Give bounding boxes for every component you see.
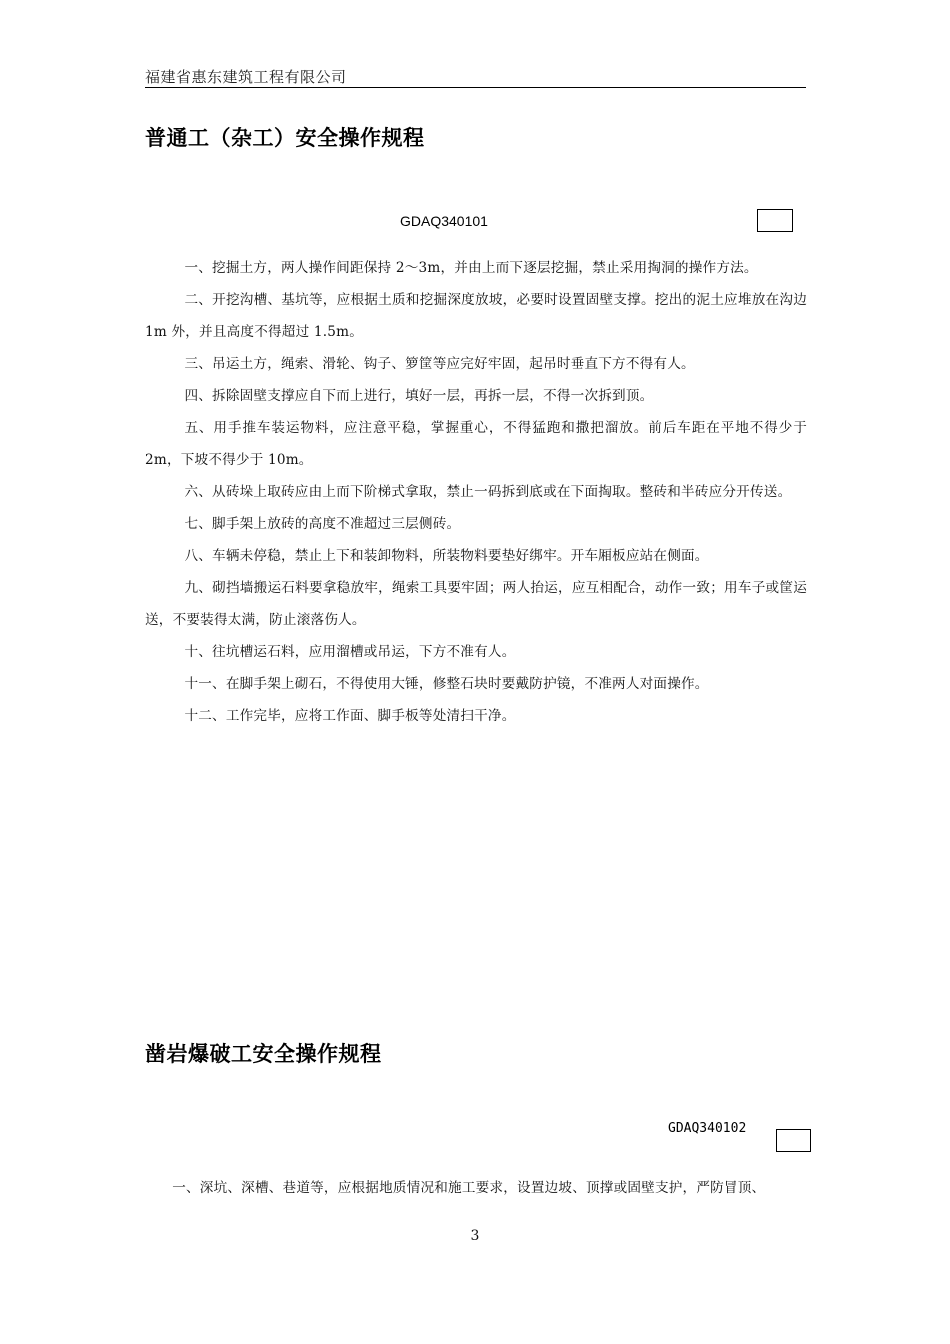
paragraph: 九、砌挡墙搬运石料要拿稳放牢，绳索工具要牢固；两人抬运，应互相配合，动作一致；用车子或筐运送，不要装得太满，防止滚落伤人。	[145, 580, 807, 628]
document-code: GDAQ340102	[668, 1121, 747, 1136]
paragraph: 十一、在脚手架上砌石，不得使用大锤，修整石块时要戴防护镜，不准两人对面操作。	[184, 676, 709, 692]
paragraph: 三、吊运土方，绳索、滑轮、钩子、箩筐等应完好牢固，起吊时垂直下方不得有人。	[184, 356, 695, 372]
paragraph: 五、用手推车装运物料，应注意平稳，掌握重心，不得猛跑和撒把溜放。前后车距在平地不得少于 2m，下坡不得少于 10m。	[145, 420, 807, 468]
empty-box	[776, 1129, 811, 1152]
paragraph: 六、从砖垛上取砖应由上而下阶梯式拿取，禁止一码拆到底或在下面掏取。整砖和半砖应分开传送。	[184, 484, 792, 500]
paragraph: 二、开挖沟槽、基坑等，应根据土质和挖掘深度放坡，必要时设置固壁支撑。挖出的泥土应堆放在沟边 1m 外，并且高度不得超过 1.5m。	[145, 292, 807, 340]
paragraph: 十、往坑槽运石料，应用溜槽或吊运，下方不准有人。	[184, 644, 516, 660]
paragraph: 一、挖掘土方，两人操作间距保持 2～3m，并由上而下逐层挖掘，禁止采用掏洞的操作方法。	[184, 260, 758, 276]
section-body-rock-drilling	[145, 1172, 807, 1204]
paragraph: 一、深坑、深槽、巷道等，应根据地质情况和施工要求，设置边坡、顶撑或固壁支护，严防冒顶、	[172, 1180, 766, 1196]
section-title-general-worker: 普通工（杂工）安全操作规程	[145, 126, 425, 150]
document-code: GDAQ340101	[400, 213, 488, 229]
section-title-rock-drilling: 凿岩爆破工安全操作规程	[145, 1042, 382, 1066]
paragraph: 四、拆除固壁支撑应自下而上进行，填好一层，再拆一层，不得一次拆到顶。	[184, 388, 654, 404]
header-divider	[145, 87, 806, 88]
company-header: 福建省惠东建筑工程有限公司	[145, 68, 347, 86]
section-body-general-worker	[145, 252, 807, 732]
empty-box	[757, 209, 793, 232]
page-number: 3	[470, 1228, 480, 1244]
paragraph: 八、车辆未停稳，禁止上下和装卸物料，所装物料要垫好绑牢。开车厢板应站在侧面。	[184, 548, 709, 564]
paragraph: 十二、工作完毕，应将工作面、脚手板等处清扫干净。	[184, 708, 516, 724]
paragraph: 七、脚手架上放砖的高度不准超过三层侧砖。	[184, 516, 461, 532]
